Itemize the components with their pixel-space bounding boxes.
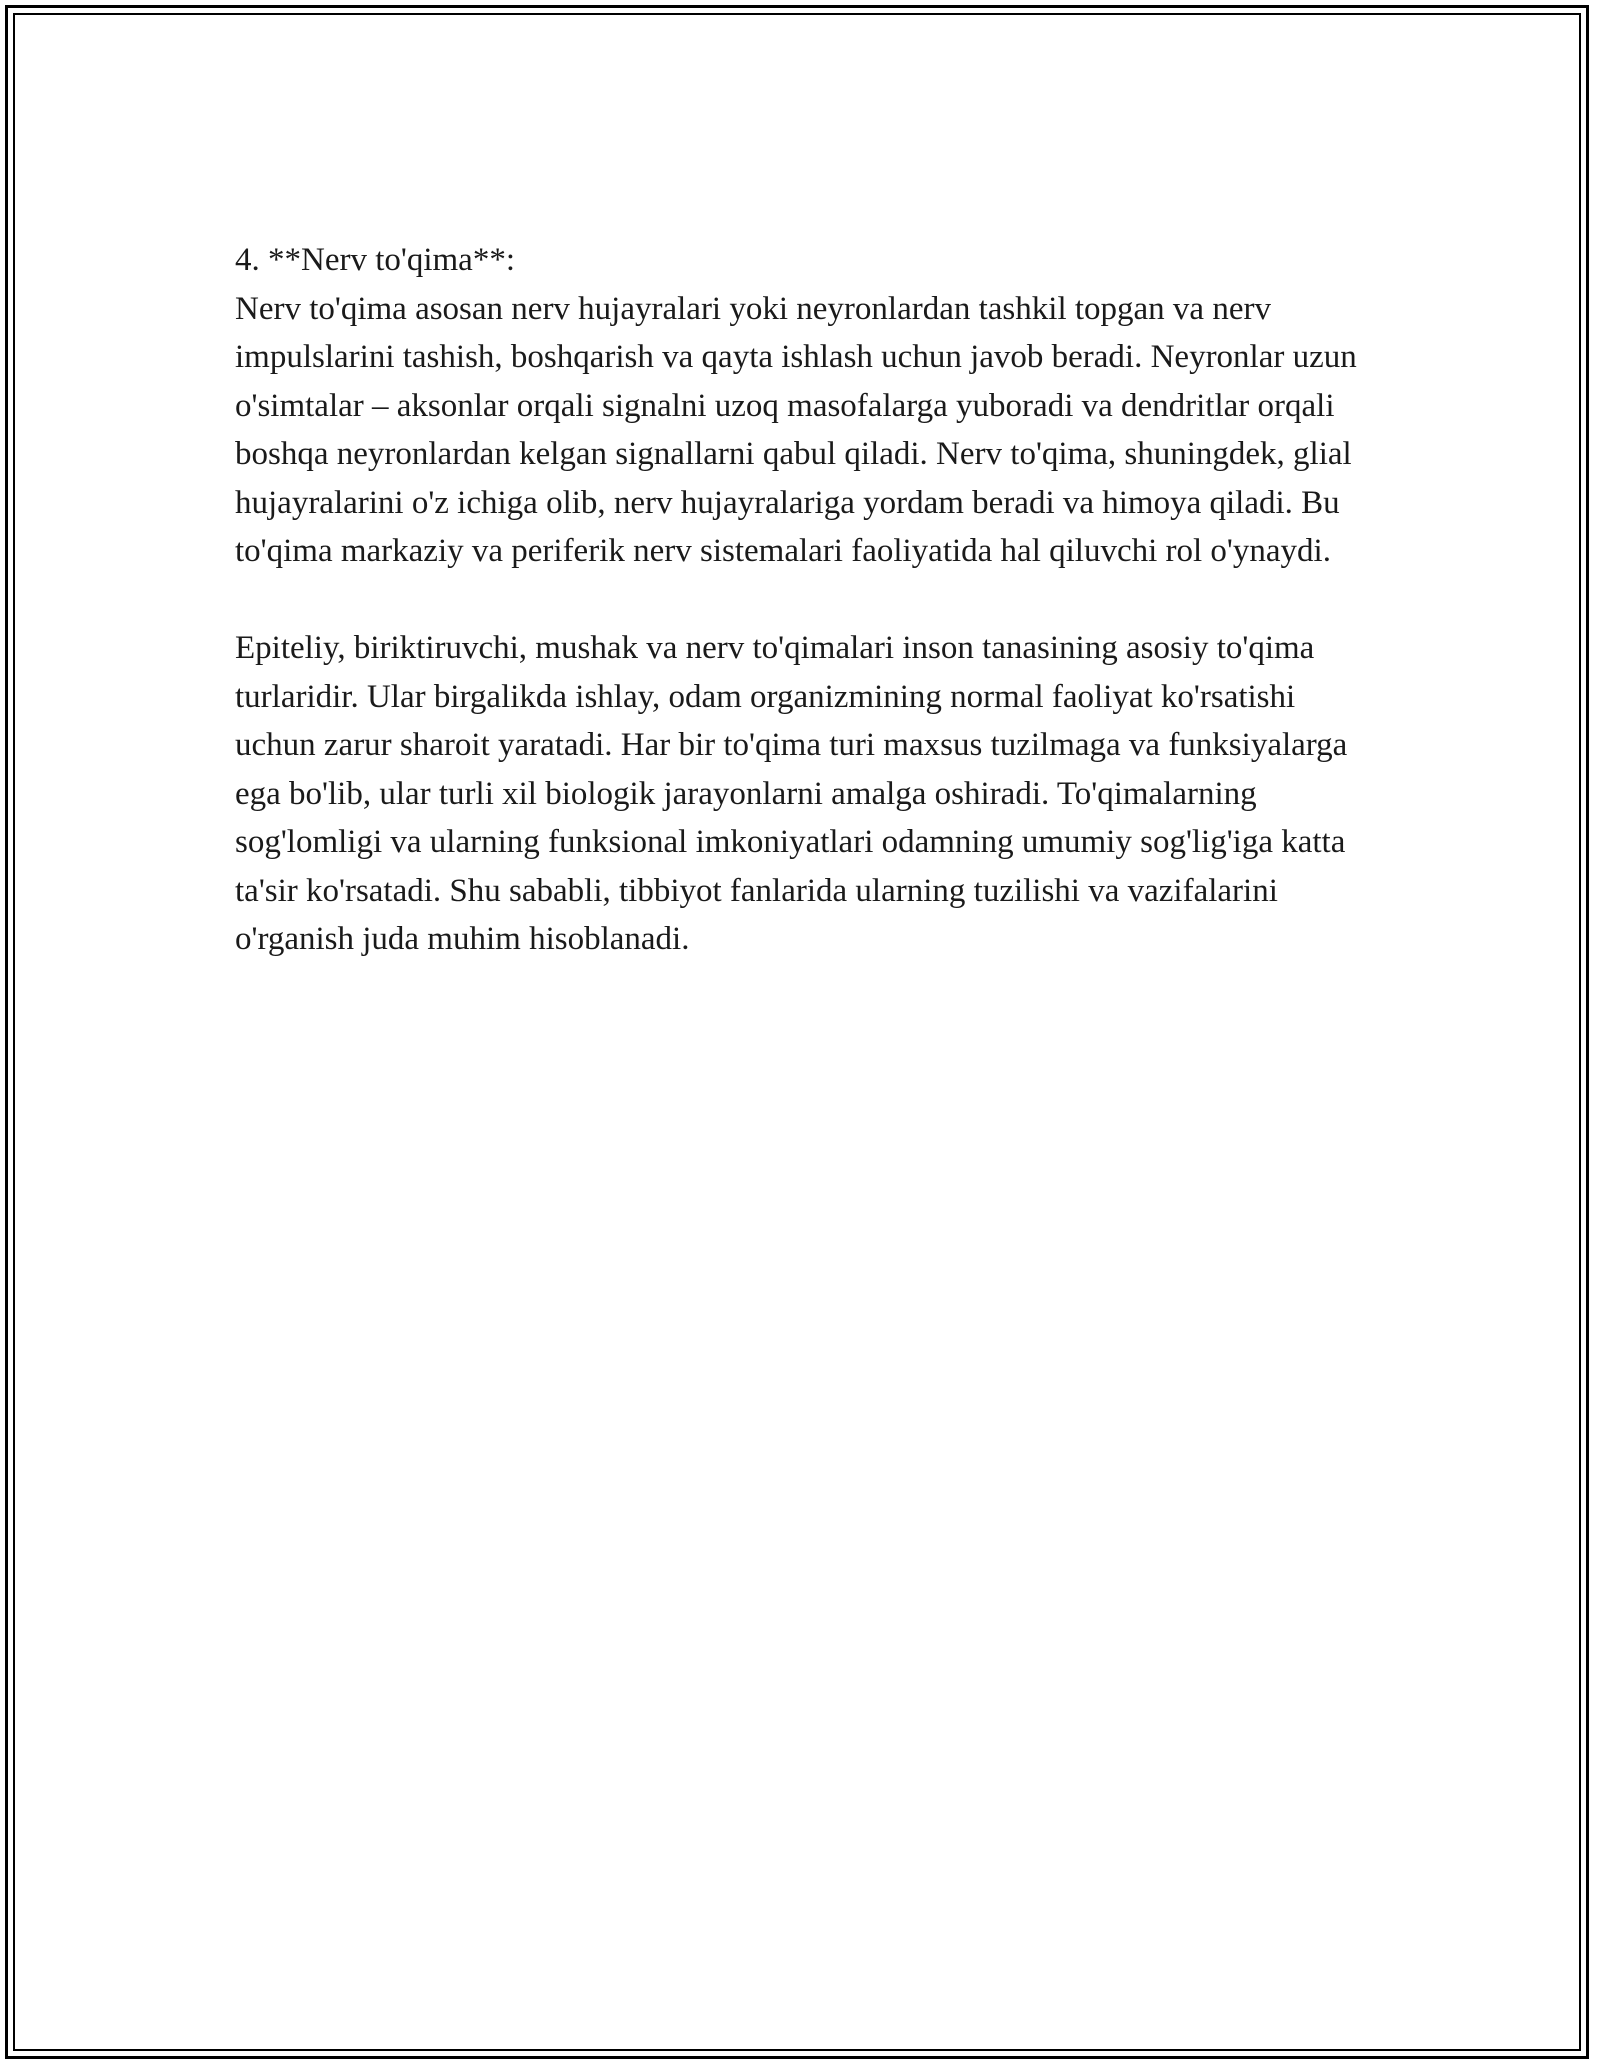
paragraph-spacer bbox=[235, 576, 1365, 625]
section-heading: 4. **Nerv to'qima**: bbox=[235, 242, 515, 278]
document-body bbox=[235, 236, 1365, 964]
paragraph-nerve-tissue: Nerv to'qima asosan nerv hujayralari yoki neyronlardan tashkil topgan va nerv impulslarini tashish, boshqarish va qayta ishlash uchun javob beradi. Neyronlar uzun o'simtalar – aksonlar orqali signalni uzoq masofalarga yuboradi va dendritlar orqali boshqa neyronlardan kelgan signallarni qabul qiladi. Nerv to'qima, shuningdek, glial hujayralarini o'z ichiga olib, nerv hujayralariga yordam beradi va himoya qiladi. Bu to'qima markaziy va periferik nerv sistemalari faoliyatida hal qiluvchi rol o'ynaydi. bbox=[235, 290, 1357, 569]
paragraph-tissue-summary: Epiteliy, biriktiruvchi, mushak va nerv to'qimalari inson tanasining asosiy to'qima turlaridir. Ular birgalikda ishlay, odam organizmining normal faoliyat ko'rsatishi uchun zarur sharoit yaratadi. Har bir to'qima turi maxsus tuzilmaga va funksiyalarga ega bo'lib, ular turli xil biologik jarayonlarni amalga oshiradi. To'qimalarning sog'lomligi va ularning funksional imkoniyatlari odamning umumiy sog'lig'iga katta ta'sir ko'rsatadi. Shu sababli, tibbiyot fanlarida ularning tuzilishi va vazifalarini o'rganish juda muhim hisoblanadi. bbox=[235, 630, 1348, 957]
